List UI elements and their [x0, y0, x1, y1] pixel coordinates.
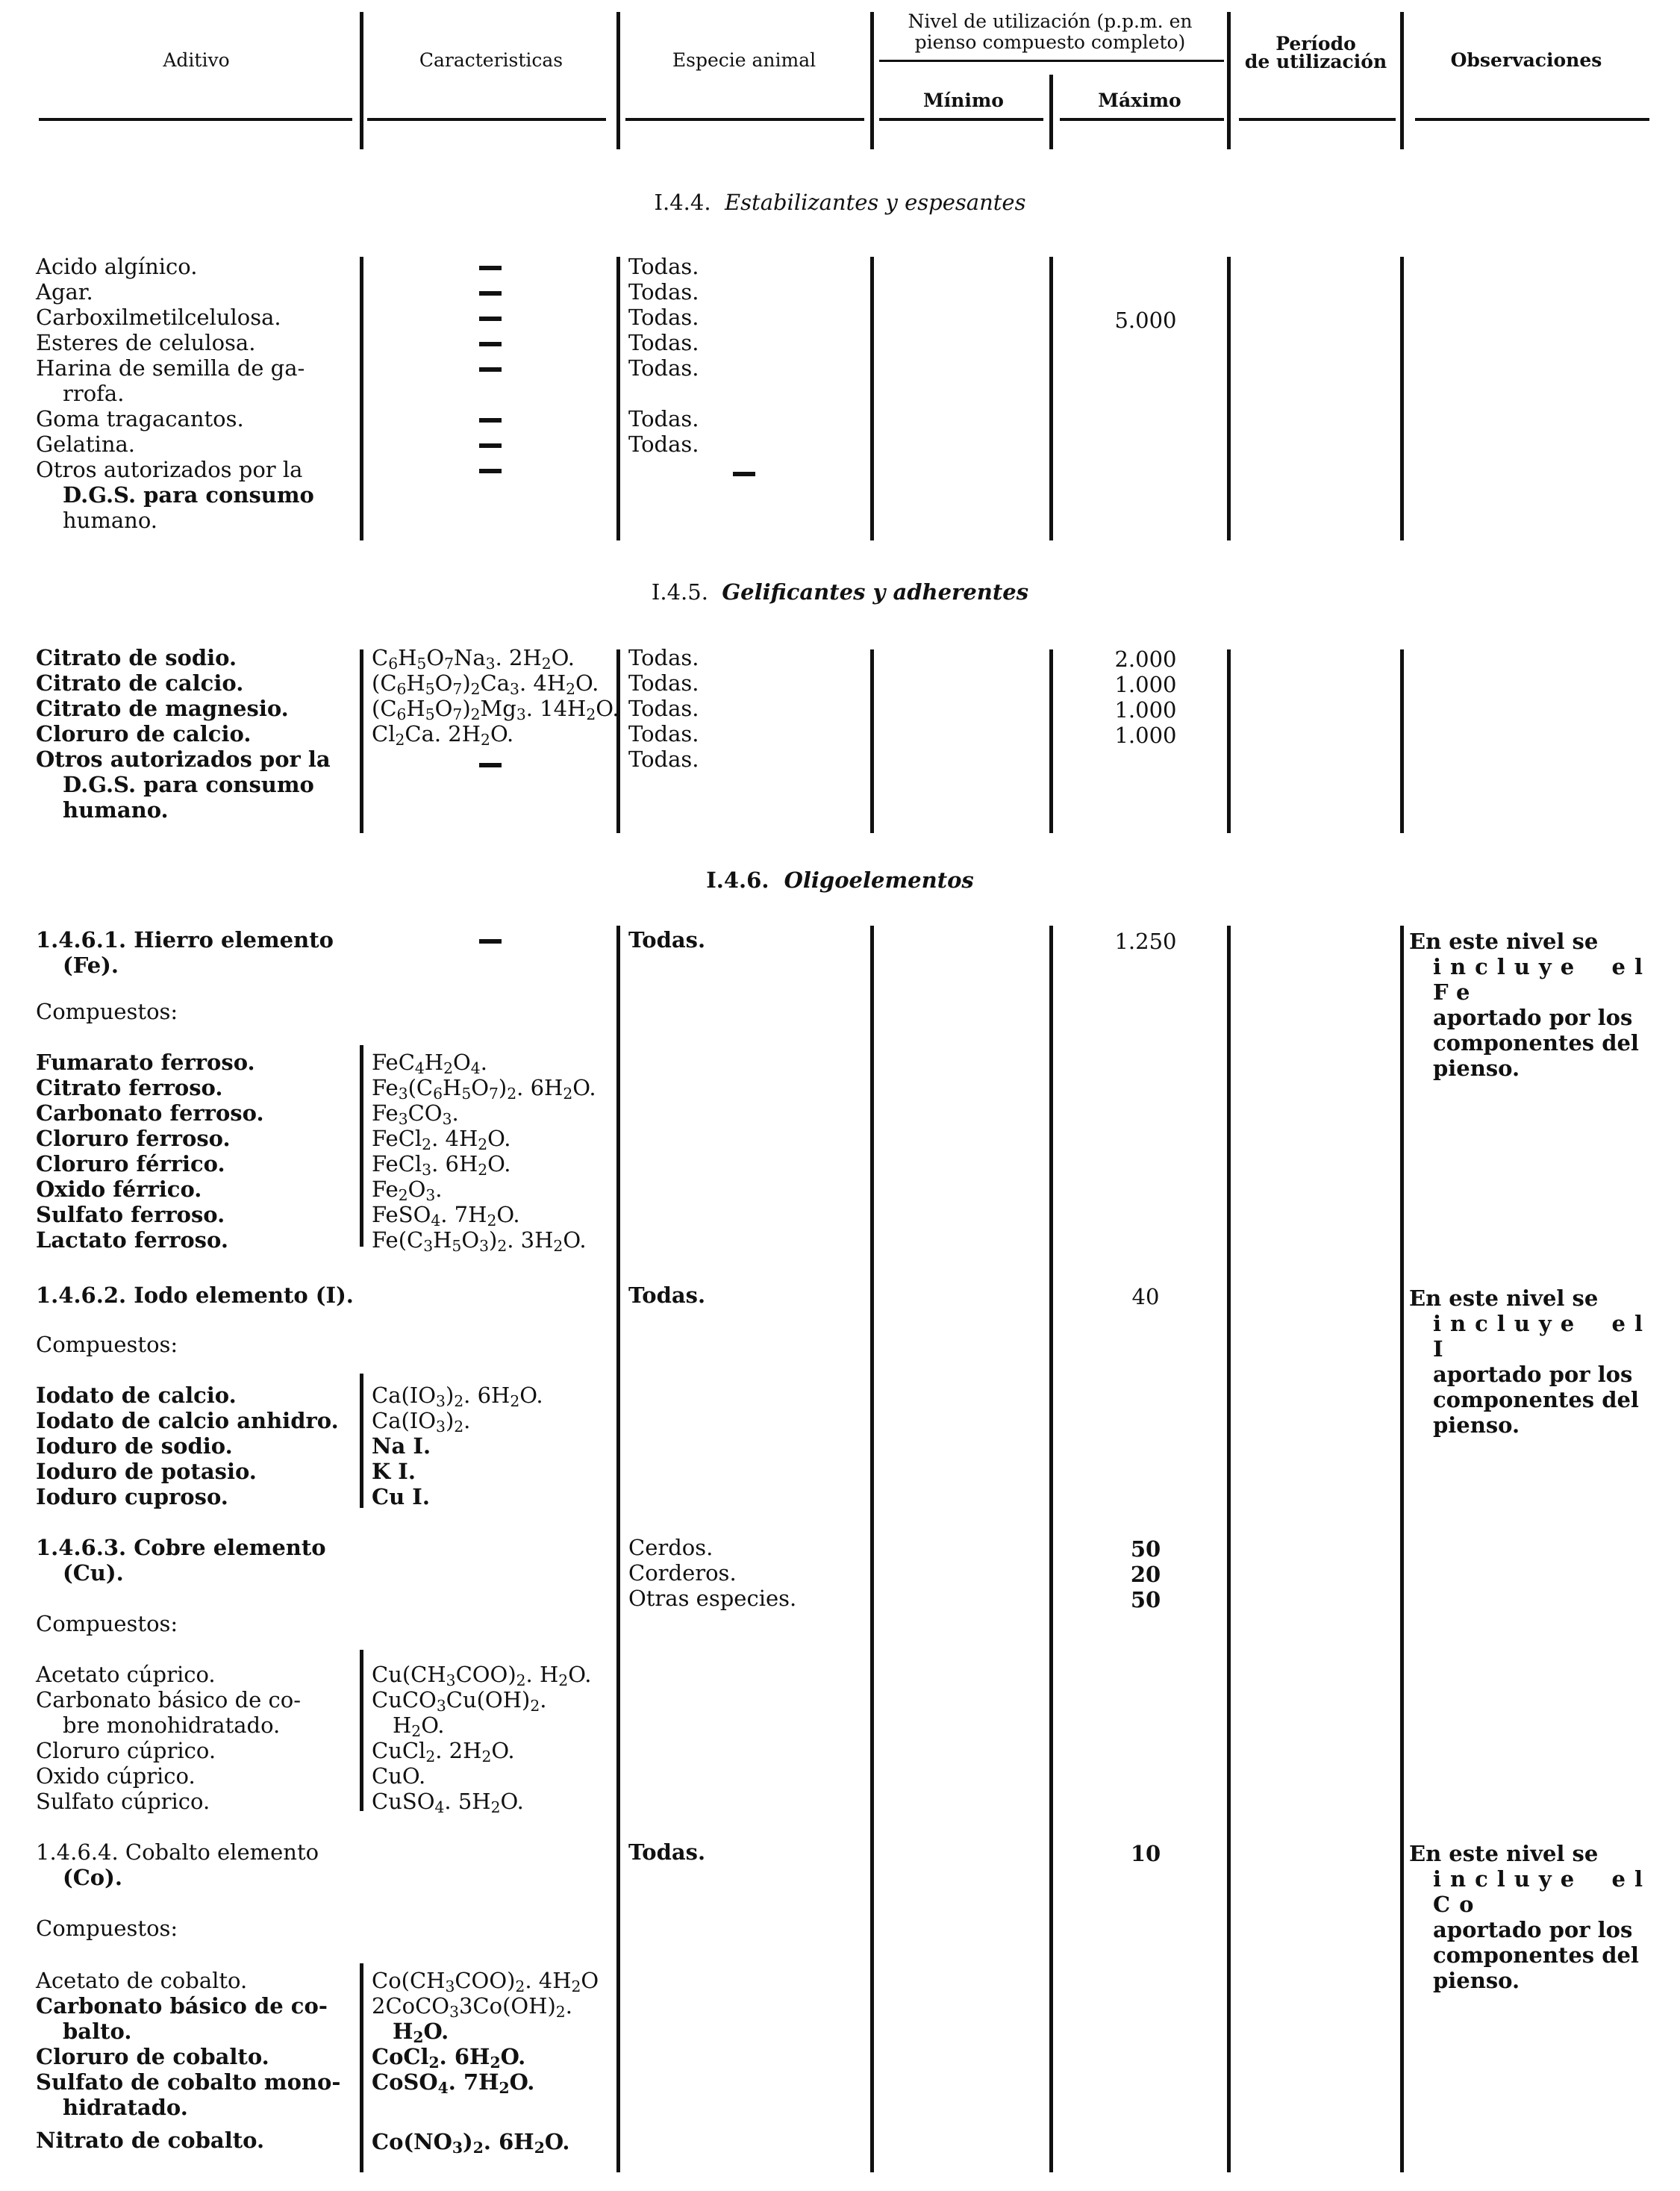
column-divider	[616, 649, 620, 833]
column-divider	[1049, 649, 1053, 833]
formula-cell: CoCl$_2$. $6H_2O$.	[372, 2044, 526, 2072]
compuestos-label: Compuestos:	[36, 1611, 178, 1636]
column-divider	[616, 12, 620, 149]
formula-cell: $Ca(IO_3)_2$.	[372, 1408, 471, 1436]
column-divider	[1227, 257, 1231, 540]
column-divider	[870, 257, 874, 540]
column-divider	[360, 12, 363, 149]
formula-cell: $FeC_4H_2O_4$.	[372, 1050, 487, 1078]
compound-name: Ioduro cuproso.	[36, 1484, 228, 1509]
compuestos-label: Compuestos:	[36, 1332, 178, 1357]
compound-name: Sulfato de cobalto mono-	[36, 2069, 341, 2095]
header-maximo: Máximo	[1098, 90, 1181, 111]
column-divider	[1049, 75, 1053, 149]
column-divider	[1400, 257, 1404, 540]
column-divider	[1227, 649, 1231, 833]
column-divider	[360, 1045, 363, 1247]
dash-mark	[479, 763, 502, 767]
formula-cell: $CuCO_3Cu(OH)_2$.	[372, 1687, 547, 1715]
section-number: I.4.4.	[654, 190, 711, 215]
species-cell: Todas.	[628, 1839, 706, 1865]
additive-name: humano.	[63, 797, 169, 823]
species-cell: Todas.	[628, 721, 699, 747]
header-caracteristicas: Caracteristicas	[419, 49, 563, 71]
compound-name: Ioduro de potasio.	[36, 1459, 257, 1484]
section-heading-144	[0, 190, 1680, 215]
observation-line: componentes del	[1433, 1030, 1639, 1056]
observation-line: componentes del	[1433, 1387, 1639, 1412]
max-value: 1.000	[1114, 672, 1177, 697]
header-rule	[367, 118, 606, 121]
header-observaciones: Observaciones	[1450, 49, 1602, 71]
observation-line: incluye el Fe	[1433, 954, 1652, 1005]
species-cell: Todas.	[628, 305, 699, 330]
max-value: 40	[1131, 1284, 1160, 1309]
formula-cell: $Cu(CH_3COO)_2$. $H_2O$.	[372, 1662, 592, 1690]
dash-mark	[479, 317, 502, 321]
column-divider	[1400, 926, 1404, 2172]
header-rule	[625, 118, 864, 121]
formula-cell: $Fe(C_3H_5O_3)_2$. $3H_2O$.	[372, 1227, 587, 1256]
additive-name: D.G.S. para consumo	[63, 482, 314, 508]
compound-name: Sulfato cúprico.	[36, 1789, 210, 1814]
max-value: 2.000	[1114, 646, 1177, 672]
header-periodo-line1: Período	[1275, 33, 1356, 54]
observation-line: En este nivel se	[1409, 929, 1599, 954]
header-aditivo: Aditivo	[163, 49, 230, 71]
element-heading: 1.4.6.4. Cobalto elemento	[36, 1839, 319, 1865]
header-minimo: Mínimo	[923, 90, 1004, 111]
max-value: 50	[1130, 1536, 1161, 1562]
element-heading: 1.4.6.3. Cobre elemento	[36, 1535, 326, 1560]
observation-i	[1409, 1285, 1652, 1438]
additive-name: Citrato de sodio.	[36, 645, 237, 670]
element-heading: 1.4.6.2. Iodo elemento (I).	[36, 1283, 354, 1308]
additive-name: D.G.S. para consumo	[63, 772, 314, 797]
additive-name: Esteres de celulosa.	[36, 330, 256, 355]
formula-cell: $Fe_3CO_3$.	[372, 1100, 459, 1129]
species-cell: Todas.	[628, 645, 699, 670]
additive-name: Agar.	[36, 279, 93, 305]
observation-line: aportado por los	[1433, 1917, 1633, 1942]
dash-mark	[733, 472, 755, 476]
compound-name: Fumarato ferroso.	[36, 1050, 255, 1075]
column-divider	[1049, 257, 1053, 540]
section-title: Gelificantes y adherentes	[722, 579, 1029, 605]
formula-cell: $Fe_2O_3$.	[372, 1176, 443, 1205]
section-heading-145	[0, 579, 1680, 605]
compound-name: Carbonato básico de co-	[36, 1993, 328, 2019]
observation-line: componentes del	[1433, 1942, 1639, 1968]
species-cell: Cerdos.	[628, 1535, 713, 1560]
additive-name: Acido algínico.	[36, 254, 198, 279]
header-nivel-line2: pienso compuesto completo)	[914, 31, 1186, 53]
formula-cell: CuCl$_2$. $2H_2O$.	[372, 1738, 515, 1766]
header-rule	[1415, 118, 1649, 121]
observation-line: incluye el Co	[1433, 1866, 1652, 1917]
species-cell: Todas.	[628, 747, 699, 772]
section-title: Oligoelementos	[784, 867, 974, 893]
observation-line: En este nivel se	[1409, 1285, 1599, 1311]
additive-name: Citrato de magnesio.	[36, 696, 289, 721]
column-divider	[1049, 926, 1053, 2172]
formula-cell: CoSO$_4$. $7H_2O$.	[372, 2069, 535, 2098]
additive-name: Carboxilmetilcelulosa.	[36, 305, 281, 330]
formula-cell: $(C_6H_5O_7)_2Ca_3$. $4H_2O$.	[372, 670, 599, 699]
formula-cell: $H_2O$.	[393, 1712, 445, 1741]
additive-name: Gelatina.	[36, 431, 136, 457]
compound-name: Acetato de cobalto.	[36, 1968, 248, 1993]
column-divider	[1400, 12, 1404, 149]
compound-name: Ioduro de sodio.	[36, 1433, 233, 1459]
compound-name: Citrato ferroso.	[36, 1075, 223, 1100]
column-divider	[616, 257, 620, 540]
formula-cell: FeCl$_3$. $6H_2O$.	[372, 1151, 511, 1179]
dash-mark	[479, 939, 502, 944]
species-cell: Todas.	[628, 330, 699, 355]
element-heading: (Co).	[63, 1865, 122, 1890]
element-heading: 1.4.6.1. Hierro elemento	[36, 927, 334, 953]
additive-name: Otros autorizados por la	[36, 457, 303, 482]
species-cell: Corderos.	[628, 1560, 737, 1586]
species-cell: Todas.	[628, 431, 699, 457]
header-rule	[879, 118, 1043, 121]
compound-name: Sulfato ferroso.	[36, 1202, 225, 1227]
header-nivel-line1: Nivel de utilización (p.p.m. en	[908, 10, 1193, 32]
formula-cell: $H_2O$.	[393, 2019, 449, 2047]
formula-cell: $Ca(IO_3)_2$. $6H_2O$.	[372, 1383, 543, 1411]
species-cell: Todas.	[628, 696, 699, 721]
species-cell: Todas.	[628, 355, 699, 381]
compound-name: Carbonato ferroso.	[36, 1100, 264, 1126]
formula-cell: FeSO$_4$. $7H_2O$.	[372, 1202, 520, 1230]
formula-cell: $Fe_3(C_6H_5O_7)_2$. $6H_2O$.	[372, 1075, 596, 1103]
column-divider	[870, 926, 874, 2172]
species-cell: Todas.	[628, 254, 699, 279]
additive-name: Cloruro de calcio.	[36, 721, 252, 747]
additive-name: Otros autorizados por la	[36, 747, 331, 772]
column-divider	[1227, 926, 1231, 2172]
max-value: 20	[1130, 1562, 1161, 1587]
observation-fe	[1409, 929, 1652, 1081]
column-divider	[360, 1374, 363, 1508]
additive-name: rrofa.	[63, 381, 125, 406]
dash-mark	[479, 469, 502, 473]
compound-name: Iodato de calcio anhidro.	[36, 1408, 339, 1433]
observation-co	[1409, 1841, 1652, 1993]
section-number: I.4.5.	[651, 579, 708, 605]
dash-mark	[479, 443, 502, 448]
formula-cell: $C_6H_5O_7Na_3$. $2H_2O$.	[372, 645, 575, 673]
column-divider	[870, 12, 874, 149]
formula-cell: FeCl$_2$. $4H_2O$.	[372, 1126, 511, 1154]
max-value: 1.250	[1114, 929, 1177, 954]
compound-name: bre monohidratado.	[63, 1712, 281, 1738]
species-cell: Todas.	[628, 927, 706, 953]
max-value: 10	[1130, 1841, 1161, 1866]
observation-line: aportado por los	[1433, 1362, 1633, 1387]
section-number: I.4.6.	[706, 867, 769, 893]
compound-name: hidratado.	[63, 2095, 188, 2120]
compound-name: Oxido férrico.	[36, 1176, 202, 1202]
dash-mark	[479, 418, 502, 423]
column-divider	[870, 649, 874, 833]
species-cell: Todas.	[628, 406, 699, 431]
species-cell: Todas.	[628, 1283, 706, 1308]
column-divider	[616, 926, 620, 2172]
section-heading-146	[0, 867, 1680, 893]
compound-name: Acetato cúprico.	[36, 1662, 216, 1687]
formula-cell: Na I.	[372, 1433, 431, 1459]
species-cell: Otras especies.	[628, 1586, 797, 1611]
additive-name: Citrato de calcio.	[36, 670, 244, 696]
dash-mark	[479, 342, 502, 346]
observation-line: incluye el I	[1433, 1311, 1652, 1362]
compound-name: Lactato ferroso.	[36, 1227, 228, 1253]
header-especie: Especie animal	[672, 49, 816, 71]
compound-name: Cloruro ferroso.	[36, 1126, 231, 1151]
observation-line: En este nivel se	[1409, 1841, 1599, 1866]
compound-name: Carbonato básico de co-	[36, 1687, 302, 1712]
column-divider	[1400, 649, 1404, 833]
column-divider	[1227, 12, 1231, 149]
compound-name: Cloruro férrico.	[36, 1151, 225, 1176]
compuestos-label: Compuestos:	[36, 1916, 178, 1941]
element-heading: (Cu).	[63, 1560, 124, 1586]
formula-cell: CuSO$_4$. $5H_2O$.	[372, 1789, 524, 1817]
formula-cell: $2CoCO_33Co(OH)_2$.	[372, 1993, 572, 2022]
formula-cell: K I.	[372, 1459, 416, 1484]
species-cell: Todas.	[628, 670, 699, 696]
formula-cell: $Cl_2Ca$. $2H_2O$.	[372, 721, 514, 749]
compound-name: Cloruro cúprico.	[36, 1738, 216, 1763]
observation-line: aportado por los	[1433, 1005, 1633, 1030]
header-subrule	[879, 60, 1224, 62]
formula-cell: $(C_6H_5O_7)_2Mg_3$. $14H_2O$.	[372, 696, 619, 724]
observation-line: pienso.	[1433, 1056, 1520, 1081]
compound-name: Oxido cúprico.	[36, 1763, 196, 1789]
formula-cell: CuO.	[372, 1763, 426, 1789]
header-periodo-line2: de utilización	[1244, 51, 1387, 72]
compound-name: balto.	[63, 2019, 132, 2044]
observation-line: pienso.	[1433, 1968, 1520, 1993]
max-value: 50	[1130, 1587, 1161, 1612]
compound-name: Cloruro de cobalto.	[36, 2044, 269, 2069]
header-rule	[1060, 118, 1224, 121]
header-rule	[1239, 118, 1396, 121]
compound-name: Nitrato de cobalto.	[36, 2128, 265, 2153]
compuestos-label: Compuestos:	[36, 999, 178, 1024]
max-value: 1.000	[1114, 723, 1177, 748]
column-divider	[360, 1963, 363, 2172]
dash-mark	[479, 367, 502, 372]
dash-mark	[479, 266, 502, 270]
dash-mark	[479, 291, 502, 296]
max-value: 5.000	[1114, 308, 1177, 333]
max-value: 1.000	[1114, 697, 1177, 723]
additive-name: Goma tragacantos.	[36, 406, 244, 431]
compound-name: Iodato de calcio.	[36, 1383, 237, 1408]
formula-cell: $Co(NO_3)_2$. $6H_2O$.	[372, 2129, 570, 2157]
additive-name: humano.	[63, 508, 157, 533]
formula-cell: $Co(CH_3COO)_2$. $4H_2O$	[372, 1968, 599, 1996]
section-title: Estabilizantes y espesantes	[724, 190, 1026, 215]
formula-cell: Cu I.	[372, 1484, 430, 1509]
observation-line: pienso.	[1433, 1412, 1520, 1438]
header-rule	[39, 118, 352, 121]
additive-name: Harina de semilla de ga-	[36, 355, 305, 381]
element-heading: (Fe).	[63, 953, 119, 978]
species-cell: Todas.	[628, 279, 699, 305]
